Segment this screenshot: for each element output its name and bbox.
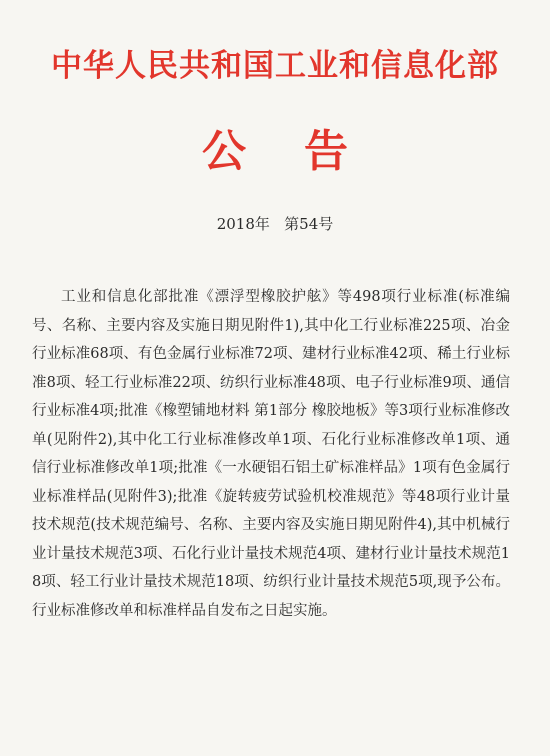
announcement-body-paragraph: 工业和信息化部批准《漂浮型橡胶护舷》等498项行业标准(标准编号、名称、主要内容及实施日期见附件1),其中化工行业标准225项、冶金行业标准68项、有色金属行业标准72项、建材行业标准42项、稀土行业标准8项、轻工行业标准22项、纺织行业标准48项、电子行业标准9项、通信行业标准4项;批准《橡塑铺地材料 第1部分 橡胶地板》等3项行业标准修改单(见附件2),其中化工行业标准修改单1项、石化行业标准修改单1项、通信行业标准修改单1项;批准《一水硬铝石铝土矿标准样品》1项有色金属行业标准样品(见附件3);批准《旋转疲劳试验机校准规范》等48项行业计量技术规范(技术规范编号、名称、主要内容及实施日期见附件4),其中机械行业计量技术规范3项、石化行业计量技术规范4项、建材行业计量技术规范18项、轻工行业计量技术规范18项、纺织行业计量技术规范5项,现予公布。行业标准修改单和标准样品自发布之日起实施。 (32, 289, 510, 619)
document-type-heading: 公告 (202, 126, 406, 177)
document-number: 2018年 第54号 (216, 215, 334, 233)
issuing-organization-title: 中华人民共和国工业和信息化部 (51, 48, 499, 84)
